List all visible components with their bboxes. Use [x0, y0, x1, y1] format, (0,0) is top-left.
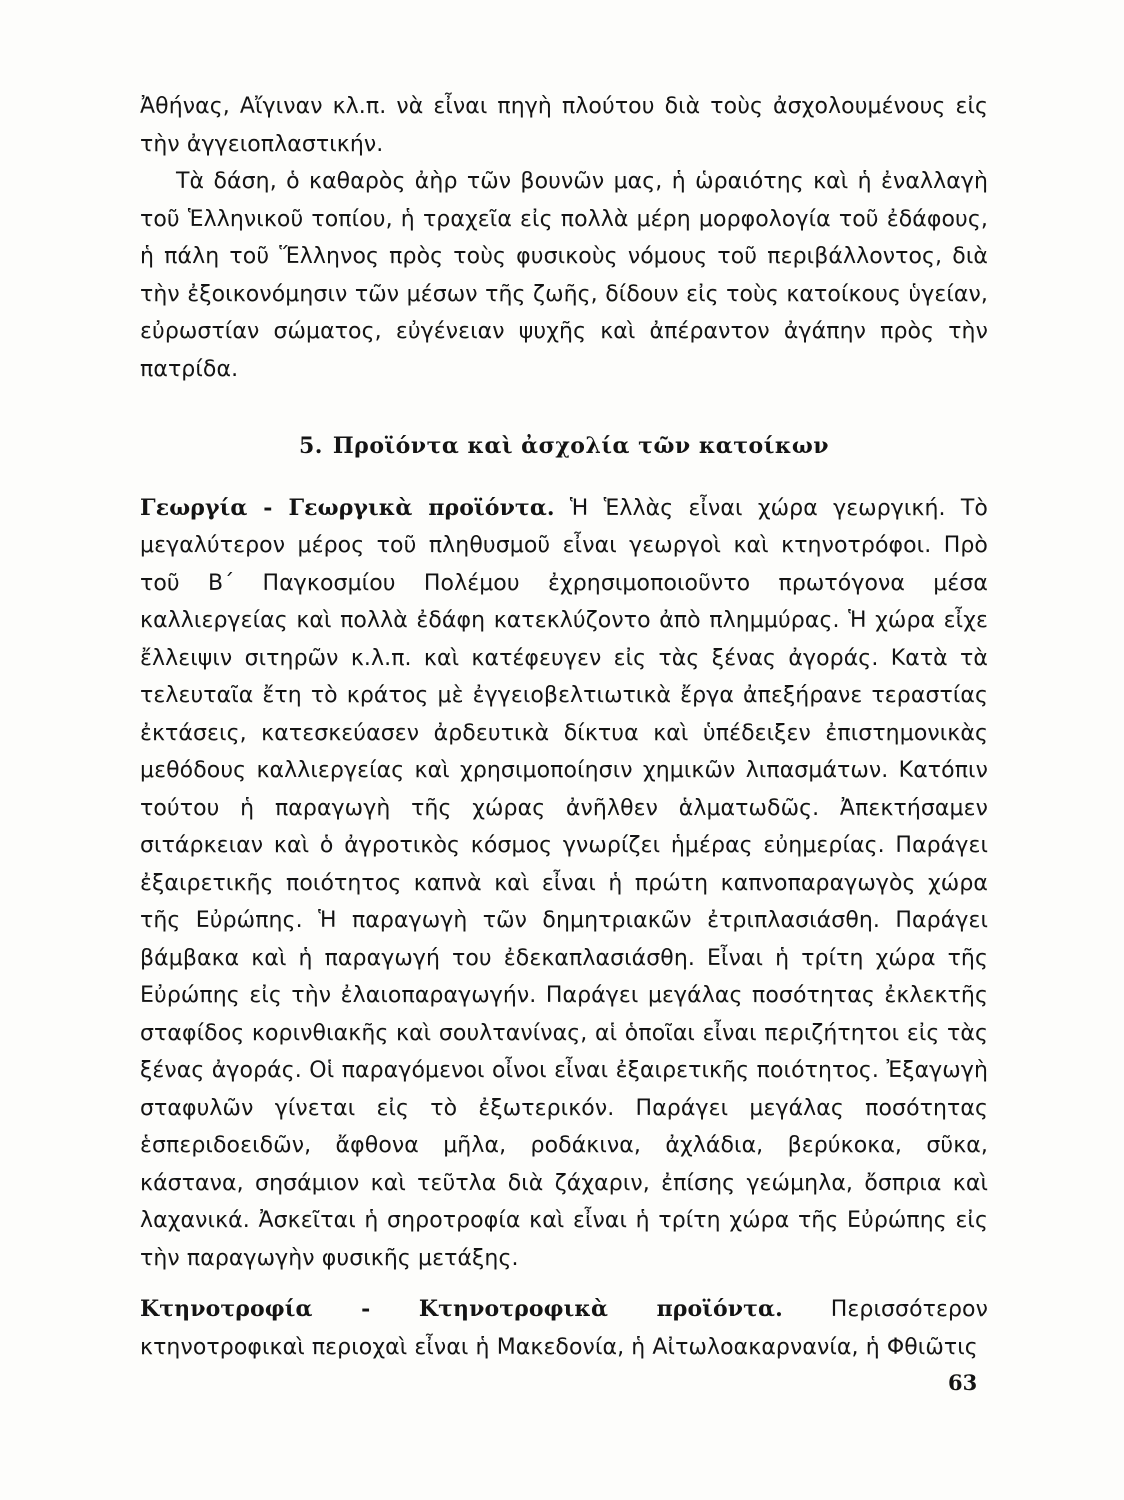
paragraph-livestock	[140, 1291, 988, 1366]
livestock-subhead: Κτηνοτροφία - Κτηνοτροφικὰ προϊόντα.	[140, 1296, 783, 1322]
section-heading	[140, 428, 988, 466]
page-number: 63	[948, 1370, 978, 1395]
paragraph-agriculture	[140, 490, 988, 1278]
section-number: 5.	[298, 433, 323, 459]
section-title: Προϊόντα καὶ ἀσχολία τῶν κατοίκων	[332, 433, 830, 459]
agriculture-text: Ἡ Ἑλλὰς εἶναι χώρα γεωργική. Τὸ μεγαλύτερον μέρος τοῦ πληθυσμοῦ εἶναι γεωργοὶ καὶ κτηνοτρόφοι. Πρὸ τοῦ Β΄ Παγκοσμίου Πολέμου ἐχρησιμοποιοῦντο πρωτόγονα μέσα καλλιεργείας καὶ πολλὰ ἐδάφη κατεκλύζοντο ἀπὸ πλημμύρας. Ἡ χώρα εἶχε ἔλλειψιν σιτηρῶν κ.λ.π. καὶ κατέφευγεν εἰς τὰς ξένας ἀγοράς. Κατὰ τὰ τελευταῖα ἔτη τὸ κράτος μὲ ἐγγειοβελτιωτικὰ ἔργα ἀπεξήρανε τεραστίας ἐκτάσεις, κατεσκεύασεν ἀρδευτικὰ δίκτυα καὶ ὑπέδειξεν ἐπιστημονικὰς μεθόδους καλλιεργείας καὶ χρησιμοποίησιν χημικῶν λιπασμάτων. Κατόπιν τούτου ἡ παραγωγὴ τῆς χώρας ἀνῆλθεν ἁλματωδῶς. Ἀπεκτήσαμεν σιτάρκειαν καὶ ὁ ἀγροτικὸς κόσμος γνωρίζει ἡμέρας εὐημερίας. Παράγει ἐξαιρετικῆς ποιότητος καπνὰ καὶ εἶναι ἡ πρώτη καπνοπαραγωγὸς χώρα τῆς Εὐρώπης. Ἡ παραγωγὴ τῶν δημητριακῶν ἐτριπλασιάσθη. Παράγει βάμβακα καὶ ἡ παραγωγή του ἐδεκαπλασιάσθη. Εἶναι ἡ τρίτη χώρα τῆς Εὐρώπης εἰς τὴν ἐλαιοπαραγωγήν. Παράγει μεγάλας ποσότητας ἐκλεκτῆς σταφίδος κορινθιακῆς καὶ σουλτανίνας, αἱ ὁποῖαι εἶναι περιζήτητοι εἰς τὰς ξένας ἀγοράς. Οἱ παραγόμενοι οἶνοι εἶναι ἐξαιρετικῆς ποιότητος. Ἐξαγωγὴ σταφυλῶν γίνεται εἰς τὸ ἐξωτερικόν. Παράγει μεγάλας ποσότητας ἑσπεριδοειδῶν, ἄφθονα μῆλα, ροδάκινα, ἀχλάδια, βερύκοκα, σῦκα, κάστανα, σησάμιον καὶ τεῦτλα διὰ ζάχαριν, ἐπίσης γεώμηλα, ὄσπρια καὶ λαχανικά. Ἀσκεῖται ἡ σηροτροφία καὶ εἶναι ἡ τρίτη χώρα τῆς Εὐρώπης εἰς τὴν παραγωγὴν φυσικῆς μετάξης.	[140, 495, 988, 1271]
livestock-text: Περισσότερον κτηνοτροφικαὶ περιοχαὶ εἶναι ἡ Μακεδονία, ἡ Αἰτωλοακαρνανία, ἡ Φθιῶτις	[140, 1297, 988, 1360]
body-text	[140, 88, 988, 1366]
paragraph-nature: Τὰ δάση, ὁ καθαρὸς ἀὴρ τῶν βουνῶν μας, ἡ ὡραιότης καὶ ἡ ἐναλλαγὴ τοῦ Ἑλληνικοῦ τοπίου, ἡ τραχεῖα εἰς πολλὰ μέρη μορφολογία τοῦ ἐδάφους, ἡ πάλη τοῦ Ἕλληνος πρὸς τοὺς φυσικοὺς νόμους τοῦ περιβάλλοντος, διὰ τὴν ἐξοικονόμησιν τῶν μέσων τῆς ζωῆς, δίδουν εἰς τοὺς κατοίκους ὑγείαν, εὐρωστίαν σώματος, εὐγένειαν ψυχῆς καὶ ἀπέραντον ἀγάπην πρὸς τὴν πατρίδα.	[140, 169, 988, 382]
paragraph-continuation: Ἀθήνας, Αἴγιναν κλ.π. νὰ εἶναι πηγὴ πλούτου διὰ τοὺς ἀσχολουμένους εἰς τὴν ἀγγειοπλαστικήν.	[140, 94, 988, 157]
agriculture-subhead: Γεωργία - Γεωργικὰ προϊόντα.	[140, 494, 555, 521]
